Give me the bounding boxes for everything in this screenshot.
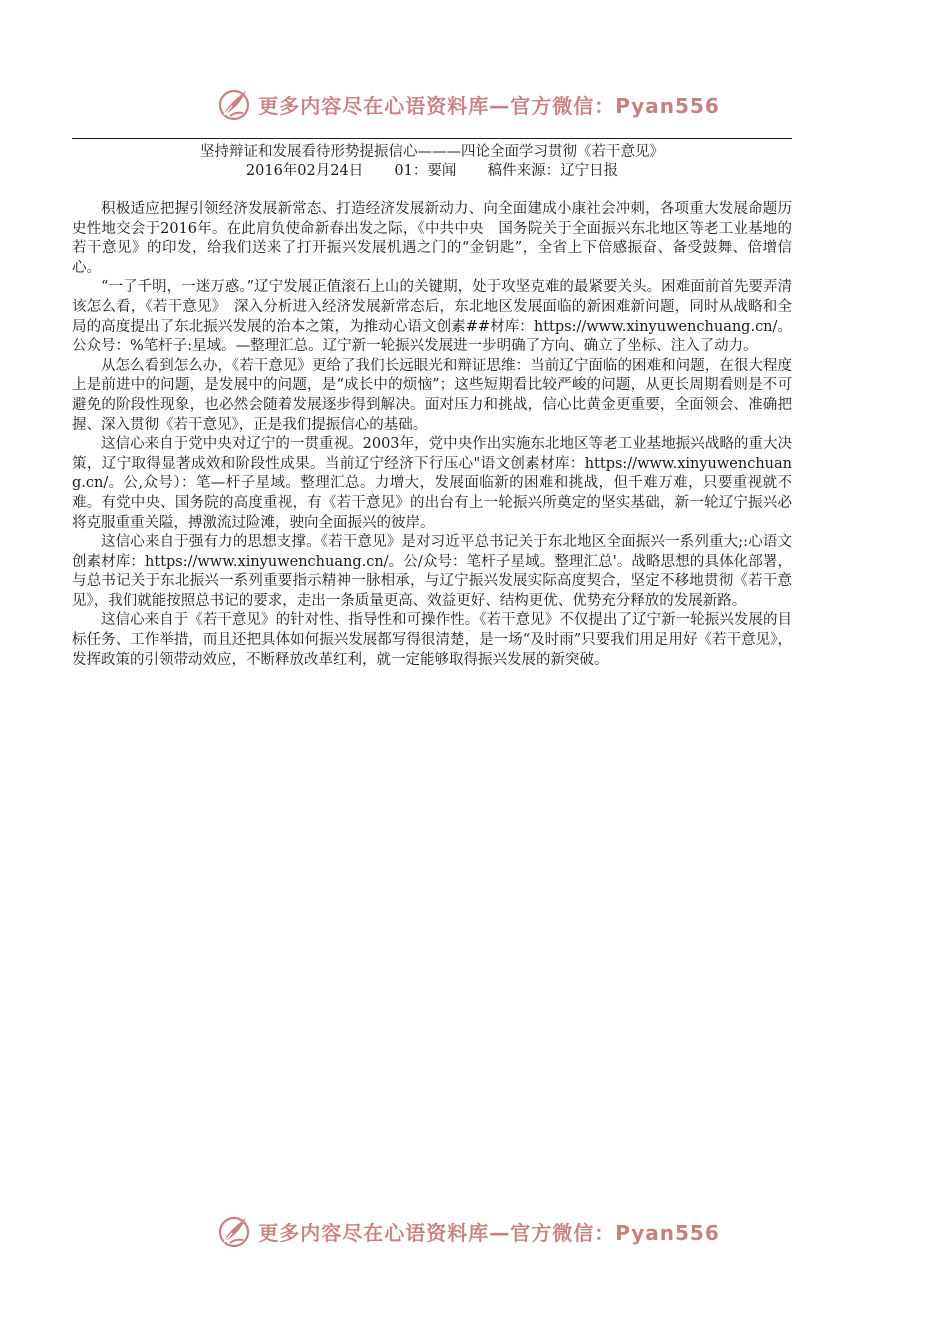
article-meta — [72, 162, 792, 181]
watermark-banner-top — [0, 82, 950, 126]
watermark-banner-bottom — [0, 1209, 950, 1253]
quill-logo-icon — [216, 1213, 252, 1249]
article-source: 稿件来源：辽宁日报 — [487, 163, 619, 179]
watermark-text: 更多内容尽在心语资料库—官方微信：Pyan556 — [258, 93, 720, 118]
watermark-text: 更多内容尽在心语资料库—官方微信：Pyan556 — [258, 1220, 720, 1245]
article-body — [72, 200, 792, 670]
header-rule — [72, 138, 792, 139]
article-section: 01：要闻 — [394, 163, 457, 179]
paragraph-4: 这信心来自于党中央对辽宁的一贯重视。2003年，党中央作出实施东北地区等老工业基地振兴战略的重大决策，辽宁取得显著成效和阶段性成果。当前辽宁经济下行压心"语文创素材库：https://www.xinyuwenchuang.cn/。公,众号）：笔—杆子星域。整理汇总。力增大，发展面临新的困难和挑战，但千难万难，只要重视就不难。有党中央、国务院的高度重视，有《若干意见》的出台有上一轮振兴所奠定的坚实基础，新一轮辽宁振兴必将克服重重关隘，搏激流过险滩，驶向全面振兴的彼岸。 — [72, 436, 792, 531]
paragraph-2: “一了千明，一迷万惑。”辽宁发展正值滚石上山的关键期，处于攻坚克难的最紧要关头。困难面前首先要弄清该怎么看，《若干意见》 深入分析进入经济发展新常态后，东北地区发展面临的新困难新问题，同时从战略和全局的高度提出了东北振兴发展的治本之策，为推动心语文创素##材库：https://www.xinyuwenchuang.cn/。公众号：%笔杆子:星域。—整理汇总。辽宁新一轮振兴发展进一步明确了方向、确立了坐标、注入了动力。 — [72, 279, 792, 355]
paragraph-5: 这信心来自于强有力的思想支撑。《若干意见》是对习近平总书记关于东北地区全面振兴一系列重大;:心语文创素材库：https://www.xinyuwenchuang.cn/。公/众号：笔杆子星域。整理汇总'。战略思想的具体化部署，与总书记关于东北振兴一系列重要指示精神一脉相承，与辽宁振兴发展实际高度契合，坚定不移地贯彻《若干意见》，我们就能按照总书记的要求，走出一条质量更高、效益更好、结构更优、优势充分释放的发展新路。 — [72, 534, 792, 609]
paragraph-6: 这信心来自于《若干意见》的针对性、指导性和可操作性。《若干意见》不仅提出了辽宁新一轮振兴发展的目标任务、工作举措，而且还把具体如何振兴发展都写得很清楚，是一场“及时雨”只要我们用足用好《若干意见》，发挥政策的引领带动效应，不断释放改革红利，就一定能够取得振兴发展的新突破。 — [72, 612, 792, 668]
article-title: 坚持辩证和发展看待形势提振信心———四论全面学习贯彻《若干意见》 — [200, 144, 664, 160]
paragraph-3: 从怎么看到怎么办，《若干意见》更给了我们长远眼光和辩证思维：当前辽宁面临的困难和问题，在很大程度上是前进中的问题，是发展中的问题，是“成长中的烦恼”；这些短期看比较严峻的问题，从更长周期看则是不可避免的阶段性现象，也必然会随着发展逐步得到解决。面对压力和挑战，信心比黄金更重要，全面领会、准确把握、深入贯彻《若干意见》，正是我们提振信心的基础。 — [72, 357, 792, 433]
paragraph-1: 积极适应把握引领经济发展新常态、打造经济发展新动力、向全面建成小康社会冲刺，各项重大发展命题历史性地交会于2016年。在此肩负使命新春出发之际，《中共中央 国务院关于全面振兴东北地区等老工业基地的若干意见》的印发，给我们送来了打开振兴发展机遇之门的“金钥匙”，全省上下倍感振奋、备受鼓舞、倍增信心。 — [72, 201, 792, 276]
article-date: 2016年02月24日 — [245, 163, 364, 179]
watermark-group — [216, 86, 720, 122]
quill-logo-icon — [216, 86, 252, 122]
watermark-group — [216, 1213, 720, 1249]
